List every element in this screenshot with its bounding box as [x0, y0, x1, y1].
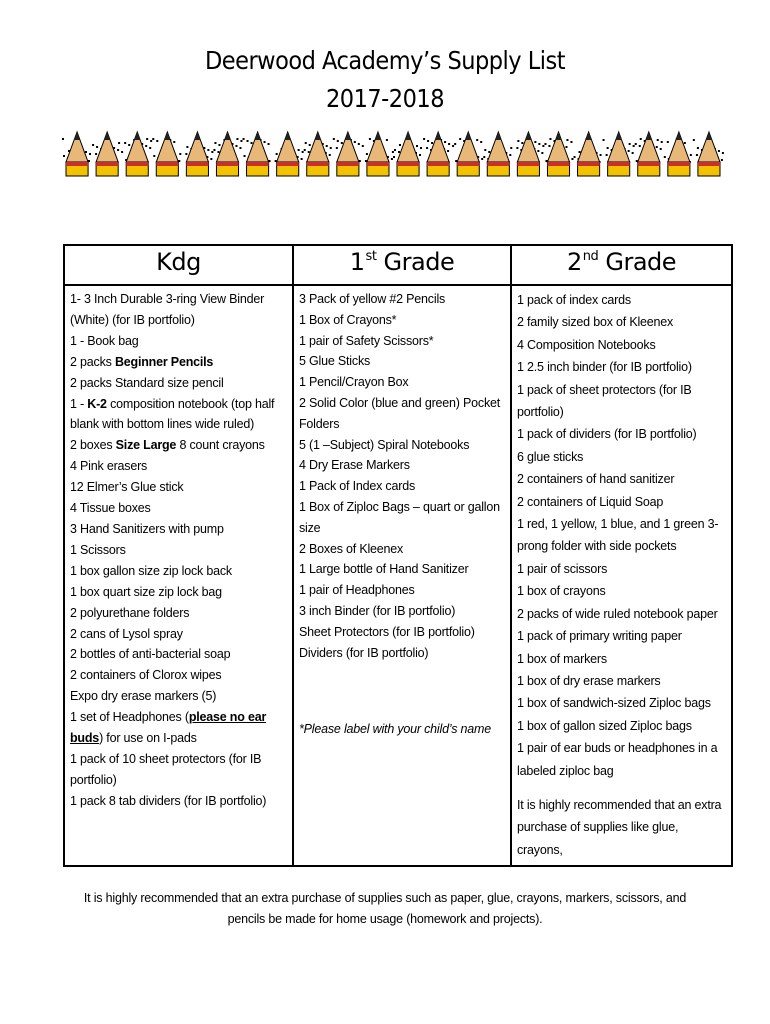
list-item-text: ) for use on I-pads: [99, 731, 197, 746]
pencil-icon: [423, 132, 454, 176]
list-item-text: 3 Pack of yellow #2 Pencils: [299, 292, 446, 306]
list-item-text: K-2: [87, 396, 107, 411]
list-item: [299, 539, 506, 560]
list-item-text: Dividers (for IB portfolio): [299, 645, 429, 660]
kdg-list: [64, 285, 293, 866]
list-item-text: 5 (1 –Subject) Spiral Notebooks: [299, 437, 470, 452]
extra-supplies-note: It is highly recommended that an extra purchase of supplies like glue, crayons,: [517, 797, 722, 857]
list-item: [299, 372, 506, 393]
list-item: [299, 435, 506, 456]
list-item-text: 1 box quart size zip lock bag: [70, 584, 222, 599]
list-item: [70, 519, 288, 540]
pencil-icon: [92, 132, 123, 176]
list-item: [70, 456, 288, 477]
list-item: [70, 624, 288, 645]
list-item: [299, 455, 506, 476]
list-item-text: 2 Solid Color (blue and green) Pocket Folders: [299, 395, 501, 431]
pencil-icon: [696, 132, 724, 176]
pencil-icon: [365, 132, 394, 176]
pencil-icon: [275, 132, 304, 176]
pencil-icon: [483, 132, 512, 176]
list-item: [70, 665, 288, 686]
list-item: [70, 331, 288, 352]
list-item: [70, 749, 288, 791]
list-item-text: 1 pack 8 tab dividers (for IB portfolio): [70, 793, 267, 808]
list-item-text: 1 box of markers: [517, 651, 607, 666]
list-item-text: 1 set of Headphones (: [70, 710, 189, 725]
list-item: [70, 352, 288, 373]
list-item: [517, 289, 727, 311]
first-grade-list: [293, 285, 511, 866]
list-item: [517, 692, 727, 714]
list-item-text: 2 polyurethane folders: [70, 605, 190, 620]
list-item: [299, 289, 506, 310]
list-item-text: 1 pair of Safety Scissors*: [299, 333, 434, 348]
list-item-text: 1- 3 Inch Durable 3-ring View Binder (White) (for IB portfolio): [70, 292, 265, 327]
list-item: [517, 423, 727, 445]
list-item: [517, 558, 727, 580]
pencil-icon: [516, 132, 544, 176]
school-year: 2017-2018: [325, 84, 445, 113]
list-item: [299, 351, 506, 372]
list-item-text: Expo dry erase markers (5): [70, 689, 217, 704]
page-title: Deerwood Academy’s Supply List: [204, 46, 566, 75]
first-grade-heading: 1st Grade: [293, 245, 511, 285]
pencil-icon: [664, 132, 695, 176]
list-item-text: 2 family sized box of Kleenex: [517, 315, 674, 330]
list-item-text: 1 box gallon size zip lock back: [70, 563, 232, 578]
list-item-text: 1 pack of index cards: [517, 293, 631, 307]
label-note: *Please label with your child’s name: [299, 722, 491, 737]
list-item-text: 1 pair of Headphones: [299, 583, 415, 598]
list-item: [70, 686, 288, 707]
list-item: [299, 643, 506, 664]
list-item: [70, 644, 288, 665]
pencil-icon: [185, 132, 213, 176]
list-item: [517, 379, 727, 424]
list-item-text: Beginner Pencils: [114, 354, 214, 369]
list-item: [299, 580, 506, 601]
list-item: [517, 603, 727, 625]
list-item: [517, 715, 727, 737]
pencil-icon: [635, 132, 663, 176]
pencil-icon: [454, 132, 483, 176]
list-item-text: 1 box of gallon sized Ziploc bags: [517, 718, 692, 733]
pencil-icon: [152, 132, 181, 176]
list-item-text: 3 inch Binder (for IB portfolio): [299, 603, 456, 618]
list-item-text: 4 Pink erasers: [70, 459, 148, 474]
list-item-text: 1 Large bottle of Hand Sanitizer: [299, 562, 469, 577]
list-item: [70, 394, 288, 436]
pencil-icon: [62, 132, 91, 176]
list-item: [517, 513, 727, 558]
list-item-text: 2 containers of Clorox wipes: [70, 668, 222, 683]
list-item: [299, 310, 506, 331]
list-item: [70, 477, 288, 498]
list-item-text: 1 Pencil/Crayon Box: [299, 375, 409, 390]
list-item-text: 1 -: [70, 396, 88, 411]
list-item: [299, 331, 506, 352]
list-item: [70, 498, 288, 519]
list-item: [70, 707, 288, 749]
list-item: [70, 435, 288, 456]
list-item-text: 1 Pack of Index cards: [299, 479, 416, 494]
list-item: [70, 289, 288, 331]
footer-note: It is highly recommended that an extra purchase of supplies such as paper, glue, crayons, markers, scissors, and pencils be made for home usage (homework and projects).: [83, 891, 687, 926]
list-item: [517, 580, 727, 602]
pencil-icon: [393, 132, 422, 176]
list-item: [70, 561, 288, 582]
list-item-text: 2 packs Standard size pencil: [70, 375, 224, 390]
list-item-text: 1 pack of primary writing paper: [517, 629, 682, 644]
list-item: [70, 603, 288, 624]
list-item: [299, 622, 506, 643]
list-item-text: 1 Box of Crayons*: [299, 312, 397, 327]
list-item: [517, 625, 727, 647]
list-item-text: 2 boxes: [70, 438, 116, 453]
list-item-text: 5 Glue Sticks: [299, 354, 371, 369]
list-item-text: 2 Boxes of Kleenex: [299, 541, 404, 556]
list-item-text: 1 box of crayons: [517, 584, 606, 599]
list-item-text: 2 packs: [70, 354, 115, 369]
list-item: [70, 373, 288, 394]
list-item: [299, 601, 506, 622]
list-item: [517, 648, 727, 670]
list-item-text: 1 - Book bag: [70, 333, 139, 348]
list-item: [517, 468, 727, 490]
list-item-text: 3 Hand Sanitizers with pump: [70, 521, 224, 536]
list-item: [517, 670, 727, 692]
pencil-icon: [243, 132, 271, 176]
list-item: [70, 791, 288, 812]
pencil-icon: [574, 132, 605, 176]
list-item-text: 1 Box of Ziploc Bags – quart or gallon size: [299, 499, 500, 535]
list-item: [299, 393, 506, 435]
pencil-icon: [213, 132, 242, 176]
list-item-text: 12 Elmer’s Glue stick: [70, 480, 184, 495]
list-item-text: 1 pack of dividers (for IB portfolio): [517, 427, 697, 442]
list-item-text: 6 glue sticks: [517, 449, 584, 464]
list-item: [517, 334, 727, 356]
list-item-text: 2 packs of wide ruled notebook paper: [517, 606, 718, 621]
list-item-text: 2 cans of Lysol spray: [70, 626, 183, 641]
list-item-text: 2 containers of hand sanitizer: [517, 472, 675, 487]
list-item-text: please no ear buds: [70, 710, 267, 746]
pencil-icon: [333, 132, 364, 176]
list-item-text: 4 Tissue boxes: [70, 501, 151, 516]
list-item-text: Sheet Protectors (for IB portfolio): [299, 624, 475, 639]
list-item: [299, 559, 506, 580]
list-item-text: 1 box of dry erase markers: [517, 673, 661, 688]
list-item-text: composition notebook (top half blank with bottom lines wide ruled): [70, 396, 275, 432]
list-item: [517, 446, 727, 468]
second-grade-list: [511, 285, 732, 866]
kdg-heading: Kdg: [64, 245, 293, 285]
list-item-text: 1 box of sandwich-sized Ziploc bags: [517, 696, 711, 711]
pencil-icon: [544, 132, 573, 176]
list-item-text: 1 red, 1 yellow, 1 blue, and 1 green 3-prong folder with side pockets: [517, 517, 719, 554]
supply-table: [63, 244, 733, 867]
pencil-icon: [124, 132, 152, 176]
list-item-text: Size Large: [115, 438, 177, 453]
list-item-text: 1 pack of 10 sheet protectors (for IB portfolio): [70, 751, 262, 787]
list-item: [517, 491, 727, 513]
list-item-text: 1 pair of scissors: [517, 561, 608, 576]
list-item-text: 2 containers of Liquid Soap: [517, 494, 664, 509]
list-item-text: 1 Scissors: [70, 542, 126, 557]
list-item: [299, 497, 506, 539]
list-item: [70, 582, 288, 603]
second-grade-heading: 2nd Grade: [511, 245, 732, 285]
list-item-text: 1 pack of sheet protectors (for IB portfolio): [517, 382, 692, 420]
list-item-text: 2 bottles of anti-bacterial soap: [70, 647, 231, 662]
list-item: [299, 476, 506, 497]
list-item: [517, 311, 727, 333]
pencil-icon: [304, 132, 332, 176]
list-item: [517, 356, 727, 378]
list-item-text: 1 pair of ear buds or headphones in a labeled ziploc bag: [517, 741, 718, 778]
list-item-text: 4 Dry Erase Markers: [299, 458, 410, 473]
list-item-text: 1 2.5 inch binder (for IB portfolio): [517, 360, 692, 375]
pencil-icon: [606, 132, 635, 176]
list-item-text: 8 count crayons: [176, 438, 265, 453]
pencil-border-icon: [62, 130, 724, 180]
list-item-text: 4 Composition Notebooks: [517, 337, 656, 352]
list-item: [70, 540, 288, 561]
list-item: [517, 737, 727, 782]
